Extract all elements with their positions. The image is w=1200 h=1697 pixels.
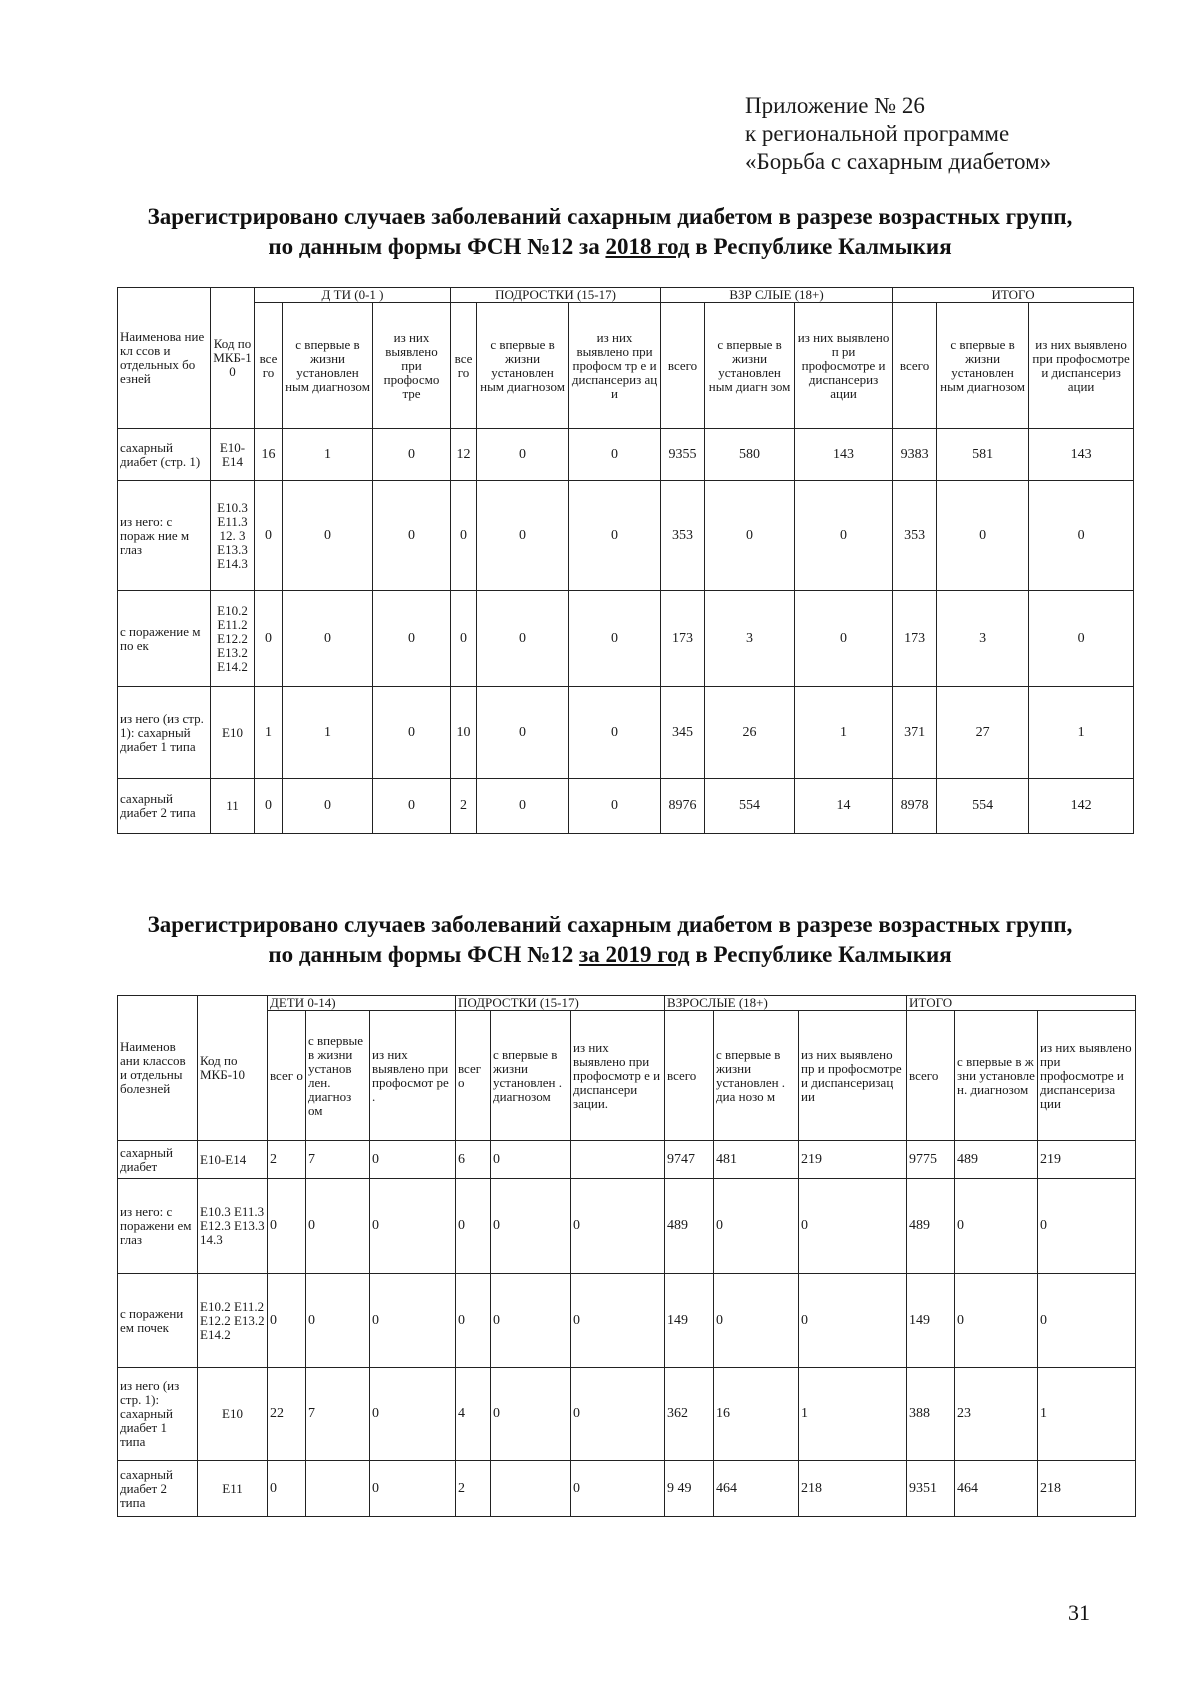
cell: 0 <box>491 1141 571 1179</box>
sub-header: всег о <box>268 1011 306 1141</box>
cell: 1 <box>795 687 893 779</box>
table-row <box>118 1461 1136 1517</box>
table-row <box>118 1368 1136 1461</box>
row-label: с поражение м по ек <box>118 591 211 687</box>
table-2018 <box>117 287 1134 834</box>
sub-header: всего <box>893 303 937 429</box>
table1-title: Зарегистрировано случаев заболеваний сахарным диабетом в разрезе возрастных групп, по данным формы ФСН №12 за 2018 год в Республике Калмыкия <box>147 204 1073 259</box>
cell: 0 <box>795 591 893 687</box>
cell: 0 <box>477 429 569 481</box>
cell: 0 <box>373 779 451 834</box>
cell: 0 <box>491 1274 571 1368</box>
sub-header: с впервые в жизни установлен ным диагнозом <box>477 303 569 429</box>
table-row <box>118 591 1134 687</box>
sub-header: из них выявлено при профосмот ре . <box>370 1011 456 1141</box>
cell: 218 <box>799 1461 907 1517</box>
sub-header: из них выявлено при профосмо тре <box>373 303 451 429</box>
group-header-total: ИТОГО <box>907 996 1136 1011</box>
sub-header: из них выявлено пр и профосмотре и диспансеризац ии <box>799 1011 907 1141</box>
cell: 0 <box>1029 481 1134 591</box>
cell: 9383 <box>893 429 937 481</box>
cell: 4 <box>456 1368 491 1461</box>
sub-header: с впервые в жизни установлен ным диагн зом <box>705 303 795 429</box>
cell: 0 <box>477 779 569 834</box>
cell: 0 <box>373 687 451 779</box>
col-header-code: Код по МКБ-10 <box>211 288 255 429</box>
cell: 22 <box>268 1368 306 1461</box>
cell: 14 <box>795 779 893 834</box>
sub-header: всего <box>665 1011 714 1141</box>
cell: 580 <box>705 429 795 481</box>
cell: 0 <box>306 1274 370 1368</box>
cell: 16 <box>714 1368 799 1461</box>
cell: 554 <box>705 779 795 834</box>
cell: 0 <box>283 481 373 591</box>
row-code: Е10.3 Е11.3 12. 3 Е13.3 Е14.3 <box>211 481 255 591</box>
cell: 173 <box>661 591 705 687</box>
cell: 0 <box>370 1274 456 1368</box>
cell: 0 <box>268 1461 306 1517</box>
cell: 554 <box>937 779 1029 834</box>
sub-header: все го <box>255 303 283 429</box>
cell: 9747 <box>665 1141 714 1179</box>
cell: 16 <box>255 429 283 481</box>
cell: 218 <box>1038 1461 1136 1517</box>
table-row <box>118 1141 1136 1179</box>
cell: 0 <box>799 1179 907 1274</box>
cell: 362 <box>665 1368 714 1461</box>
group-header-teens: ПОДРОСТКИ (15-17) <box>456 996 665 1011</box>
cell: 0 <box>955 1274 1038 1368</box>
group-header-adults: ВЗРОСЛЫЕ (18+) <box>665 996 907 1011</box>
cell: 481 <box>714 1141 799 1179</box>
sub-header: из них выявлено при профосмотре и диспансериз ации <box>1029 303 1134 429</box>
cell: 1 <box>283 687 373 779</box>
cell: 0 <box>569 779 661 834</box>
cell <box>491 1461 571 1517</box>
cell: 0 <box>255 481 283 591</box>
cell: 371 <box>893 687 937 779</box>
cell: 0 <box>370 1461 456 1517</box>
cell: 1 <box>283 429 373 481</box>
cell: 0 <box>1038 1274 1136 1368</box>
cell: 0 <box>255 779 283 834</box>
cell: 0 <box>373 481 451 591</box>
cell: 12 <box>451 429 477 481</box>
cell: 0 <box>569 429 661 481</box>
row-label: сахарный диабет 2 типа <box>118 779 211 834</box>
cell: 0 <box>491 1368 571 1461</box>
cell: 142 <box>1029 779 1134 834</box>
group-header-adults: ВЗР СЛЫЕ (18+) <box>661 288 893 303</box>
cell: 0 <box>370 1141 456 1179</box>
sub-header: из них выявлено при профосмотре и диспансериза ции <box>1038 1011 1136 1141</box>
sub-header: все го <box>451 303 477 429</box>
row-label: с поражени ем почек <box>118 1274 198 1368</box>
sub-header: из них выявлено при профосм тр е и диспансериз ац и <box>569 303 661 429</box>
group-header-teens: ПОДРОСТКИ (15-17) <box>451 288 661 303</box>
cell: 9355 <box>661 429 705 481</box>
cell: 7 <box>306 1368 370 1461</box>
cell: 464 <box>714 1461 799 1517</box>
cell: 0 <box>451 591 477 687</box>
cell: 0 <box>268 1274 306 1368</box>
cell: 26 <box>705 687 795 779</box>
cell: 149 <box>665 1274 714 1368</box>
sub-header: с впервые в жизни установлен ным диагнозом <box>937 303 1029 429</box>
cell: 2 <box>456 1461 491 1517</box>
cell: 173 <box>893 591 937 687</box>
cell: 8976 <box>661 779 705 834</box>
cell <box>571 1141 665 1179</box>
cell: 27 <box>937 687 1029 779</box>
sub-header: с впервые в жизни установ лен. диагноз ом <box>306 1011 370 1141</box>
cell: 1 <box>255 687 283 779</box>
cell: 489 <box>907 1179 955 1274</box>
cell: 489 <box>665 1179 714 1274</box>
row-label: из него (из стр. 1): сахарный диабет 1 типа <box>118 1368 198 1461</box>
sub-header: с впервые в жизни установлен . диагнозом <box>491 1011 571 1141</box>
group-header-children: ДЕТИ 0-14) <box>268 996 456 1011</box>
row-label: из него: с поражени ем глаз <box>118 1179 198 1274</box>
cell: 0 <box>370 1368 456 1461</box>
annex-line-2: к региональной программе <box>745 121 1010 146</box>
page-number: 31 <box>1068 1600 1090 1625</box>
row-label: из него: с пораж ние м глаз <box>118 481 211 591</box>
row-code: Е10 <box>198 1368 268 1461</box>
cell: 1 <box>799 1368 907 1461</box>
cell: 353 <box>893 481 937 591</box>
sub-header: из них выявлено п ри профосмотре и диспансериз ации <box>795 303 893 429</box>
col-header-name: Наименов ани классов и отдельны болезней <box>118 996 198 1141</box>
table-row <box>118 481 1134 591</box>
sub-header: с впервые в ж зни установле н. диагнозом <box>955 1011 1038 1141</box>
cell: 353 <box>661 481 705 591</box>
cell: 0 <box>456 1274 491 1368</box>
cell: 8978 <box>893 779 937 834</box>
row-code: Е11 <box>198 1461 268 1517</box>
sub-header: всег о <box>456 1011 491 1141</box>
table-2019 <box>117 995 1136 1517</box>
row-code: Е10.2 Е11.2 Е12.2 Е13.2 Е14.2 <box>198 1274 268 1368</box>
cell: 1 <box>1038 1368 1136 1461</box>
cell: 0 <box>1038 1179 1136 1274</box>
col-header-code: Код по МКБ-10 <box>198 996 268 1141</box>
cell: 219 <box>799 1141 907 1179</box>
cell: 0 <box>456 1179 491 1274</box>
row-code: Е10.2 Е11.2 Е12.2 Е13.2 Е14.2 <box>211 591 255 687</box>
table-row <box>118 687 1134 779</box>
cell: 10 <box>451 687 477 779</box>
cell: 3 <box>705 591 795 687</box>
annex-block <box>745 92 1051 176</box>
cell: 219 <box>1038 1141 1136 1179</box>
annex-line-1: Приложение № 26 <box>745 93 925 118</box>
cell: 0 <box>477 481 569 591</box>
cell: 0 <box>451 481 477 591</box>
cell: 0 <box>373 429 451 481</box>
cell: 0 <box>937 481 1029 591</box>
row-label: сахарный диабет 2 типа <box>118 1461 198 1517</box>
cell: 7 <box>306 1141 370 1179</box>
cell: 0 <box>571 1461 665 1517</box>
cell: 0 <box>370 1179 456 1274</box>
cell: 0 <box>268 1179 306 1274</box>
cell: 2 <box>451 779 477 834</box>
cell <box>306 1461 370 1517</box>
row-label: сахарный диабет <box>118 1141 198 1179</box>
cell: 0 <box>795 481 893 591</box>
cell: 143 <box>795 429 893 481</box>
sub-header: с впервые в жизни установлен . диа нозо м <box>714 1011 799 1141</box>
sub-header: всего <box>661 303 705 429</box>
col-header-name: Наименова ние кл ссов и отдельных бо езней <box>118 288 211 429</box>
table-row <box>118 429 1134 481</box>
group-header-total: ИТОГО <box>893 288 1134 303</box>
cell: 388 <box>907 1368 955 1461</box>
row-code: Е10- Е14 <box>211 429 255 481</box>
cell: 0 <box>255 591 283 687</box>
sub-header: всего <box>907 1011 955 1141</box>
table2-title: Зарегистрировано случаев заболеваний сахарным диабетом в разрезе возрастных групп, по данным формы ФСН №12 за 2019 год в Республике Калмыкия <box>147 912 1073 967</box>
sub-header: из них выявлено при профосмотр е и диспансери зации. <box>571 1011 665 1141</box>
cell: 0 <box>571 1179 665 1274</box>
cell: 345 <box>661 687 705 779</box>
cell: 6 <box>456 1141 491 1179</box>
cell: 143 <box>1029 429 1134 481</box>
sub-header: с впервые в жизни установлен ным диагнозом <box>283 303 373 429</box>
group-header-children: Д ТИ (0-1 ) <box>255 288 451 303</box>
table-row <box>118 779 1134 834</box>
cell: 0 <box>477 687 569 779</box>
row-code: Е10-Е14 <box>198 1141 268 1179</box>
cell: 0 <box>569 591 661 687</box>
cell: 0 <box>955 1179 1038 1274</box>
cell: 0 <box>283 779 373 834</box>
row-label: сахарный диабет (стр. 1) <box>118 429 211 481</box>
cell: 1 <box>1029 687 1134 779</box>
cell: 0 <box>373 591 451 687</box>
cell: 0 <box>714 1179 799 1274</box>
cell: 489 <box>955 1141 1038 1179</box>
table-row <box>118 1179 1136 1274</box>
cell: 3 <box>937 591 1029 687</box>
table-row <box>118 1274 1136 1368</box>
row-code: 11 <box>211 779 255 834</box>
row-code: Е10.3 Е11.3 Е12.3 Е13.3 14.3 <box>198 1179 268 1274</box>
cell: 0 <box>306 1179 370 1274</box>
cell: 149 <box>907 1274 955 1368</box>
row-code: Е10 <box>211 687 255 779</box>
cell: 581 <box>937 429 1029 481</box>
cell: 0 <box>569 687 661 779</box>
cell: 0 <box>799 1274 907 1368</box>
cell: 0 <box>714 1274 799 1368</box>
cell: 0 <box>1029 591 1134 687</box>
cell: 0 <box>283 591 373 687</box>
cell: 0 <box>491 1179 571 1274</box>
cell: 0 <box>477 591 569 687</box>
annex-line-3: «Борьба с сахарным диабетом» <box>745 149 1052 174</box>
cell: 9 49 <box>665 1461 714 1517</box>
cell: 0 <box>569 481 661 591</box>
cell: 464 <box>955 1461 1038 1517</box>
cell: 0 <box>571 1274 665 1368</box>
cell: 9351 <box>907 1461 955 1517</box>
cell: 23 <box>955 1368 1038 1461</box>
cell: 9775 <box>907 1141 955 1179</box>
cell: 0 <box>705 481 795 591</box>
row-label: из него (из стр. 1): сахарный диабет 1 типа <box>118 687 211 779</box>
cell: 2 <box>268 1141 306 1179</box>
cell: 0 <box>571 1368 665 1461</box>
